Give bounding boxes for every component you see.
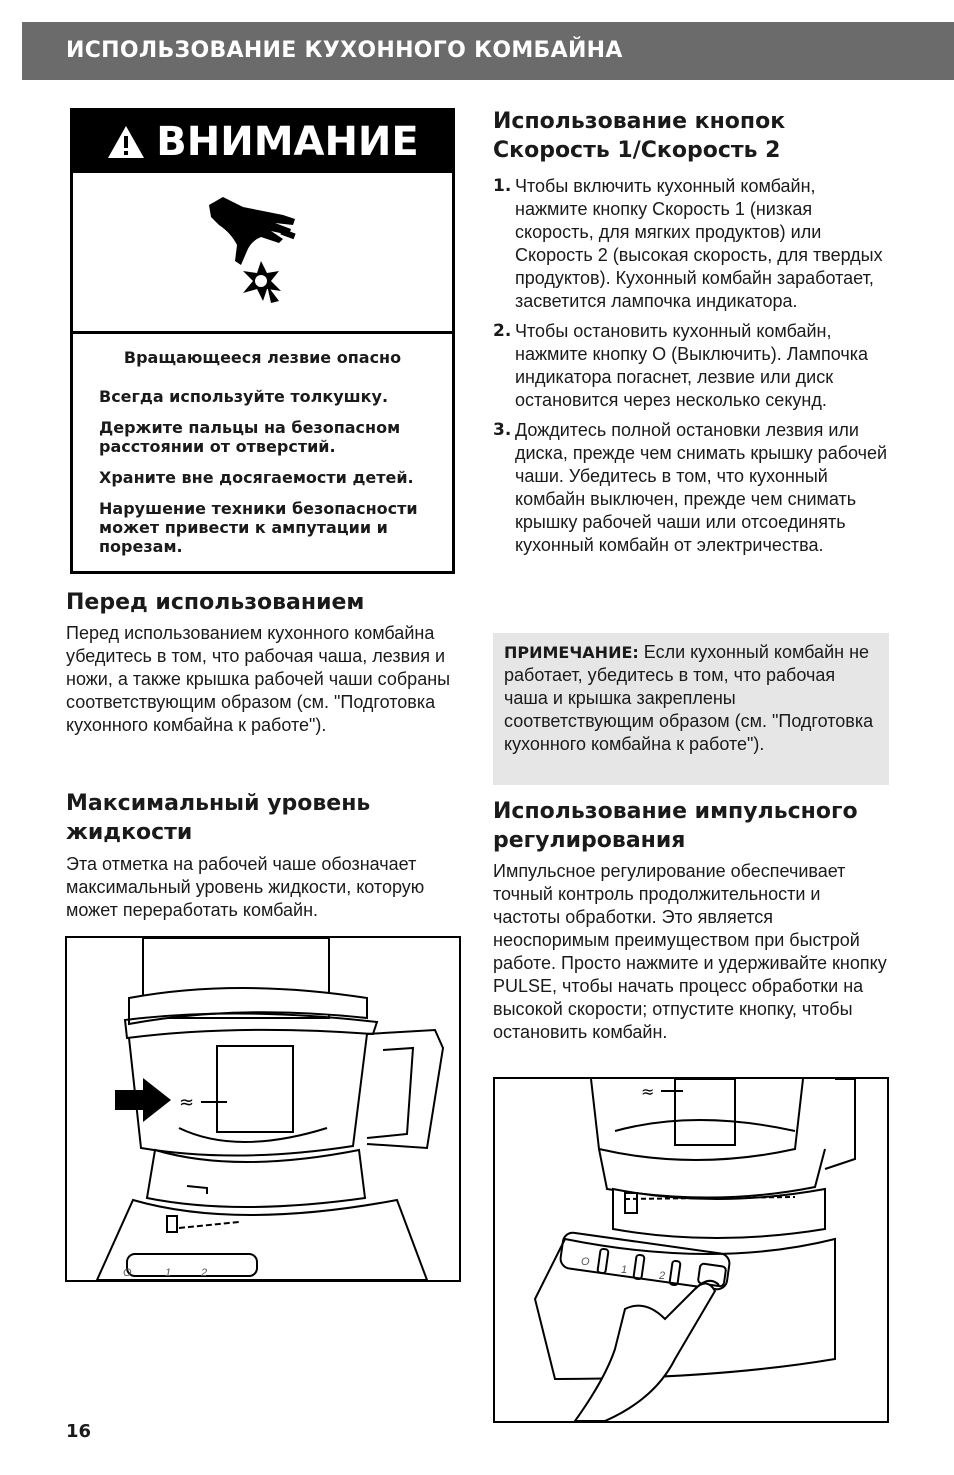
warning-lead: Вращающееся лезвие опасно — [123, 348, 402, 367]
warning-box — [70, 108, 455, 574]
max-level-arrow — [115, 1078, 171, 1122]
max-liquid-heading: Максимальный уровень жидкости — [66, 791, 371, 845]
pulse-heading: Использование импульсного регулирования — [493, 799, 858, 853]
svg-text:≈: ≈ — [179, 1092, 195, 1113]
warning-title: ВНИМАНИЕ — [156, 119, 419, 165]
note-label: ПРИМЕЧАНИЕ: — [504, 643, 639, 662]
max-liquid-figure — [65, 936, 461, 1282]
warning-triangle-icon — [106, 124, 146, 160]
svg-text:≈: ≈ — [641, 1082, 655, 1101]
list-item — [493, 175, 889, 313]
step-text: Чтобы остановить кухонный комбайн, нажмите кнопку O (Выключить). Лампочка индикатора погаснет, лезвие или диск остановится через несколько секунд. — [515, 321, 869, 410]
list-item — [493, 320, 889, 412]
warning-text — [73, 334, 452, 556]
food-processor-illustration — [67, 938, 459, 1280]
hand-blade-hazard-icon — [203, 195, 313, 305]
control-label: 1 — [165, 1267, 172, 1279]
max-liquid-text: Эта отметка на рабочей чаше обозначает максимальный уровень жидкости, которую может переработать комбайн. — [66, 854, 425, 920]
step-number: 2. — [493, 321, 512, 341]
control-label: O — [123, 1267, 132, 1279]
list-item — [493, 419, 889, 557]
warning-item: Всегда используйте толкушку. — [99, 387, 389, 406]
step-number: 1. — [493, 176, 512, 196]
step-text: Чтобы включить кухонный комбайн, нажмите кнопку Скорость 1 (низкая скорость, для мягких продуктов) или Скорость 2 (высокая скорость, для твердых продуктов). Кухонный комбайн заработает, засветится лампочка индикатора. — [515, 176, 883, 311]
pulse-text: Импульсное регулирование обеспечивает точный контроль продолжительности и частоты обработки. Это является неоспоримым преимуществом при быстрой работе. Просто нажмите и удерживайте кнопку PULSE, чтобы начать процесс обработки на высокой скорости; отпустите кнопку, чтобы остановить комбайн. — [493, 861, 887, 1042]
page-number: 16 — [66, 1421, 92, 1442]
speed-buttons-heading: Использование кнопок Скорость 1/Скорость 2 — [493, 109, 786, 163]
before-use-text: Перед использованием кухонного комбайна убедитесь в том, что рабочая чаша, лезвия и ножи, а также крышка рабочей чаши собраны соответствующим образом (см. "Подготовка кухонного комбайна к работе"). — [66, 623, 451, 735]
warning-item: Храните вне досягаемости детей. — [99, 468, 414, 487]
control-label: 2 — [659, 1270, 666, 1282]
control-label: O — [581, 1256, 590, 1268]
control-label: 1 — [621, 1264, 628, 1276]
warning-item: Держите пальцы на безопасном расстоянии от отверстий. — [99, 418, 401, 456]
warning-item: Нарушение техники безопасности может привести к ампутации и порезам. — [99, 499, 418, 556]
step-text: Дождитесь полной остановки лезвия или диска, прежде чем снимать крышку рабочей чаши. Убедитесь в том, что кухонный комбайн выключен, прежде чем снимать крышку рабочей чаши или отсоединять кухонный комбайн от электричества. — [515, 420, 888, 555]
note-box — [493, 633, 889, 785]
note-text: Если кухонный комбайн не работает, убедитесь в том, что рабочая чаша и крышка закреплены соответствующим образом (см. "Подготовка кухонного комбайна к работе"). — [504, 642, 874, 754]
speed-steps-list — [493, 175, 889, 564]
step-number: 3. — [493, 420, 512, 440]
pulse-press-illustration — [495, 1079, 887, 1421]
pulse-figure — [493, 1077, 889, 1423]
warning-title-bar — [73, 111, 452, 173]
before-use-heading: Перед использованием — [66, 590, 365, 615]
warning-pictogram — [73, 173, 452, 334]
control-label: 2 — [201, 1267, 208, 1279]
section-header: ИСПОЛЬЗОВАНИЕ КУХОННОГО КОМБАЙНА — [22, 22, 954, 80]
